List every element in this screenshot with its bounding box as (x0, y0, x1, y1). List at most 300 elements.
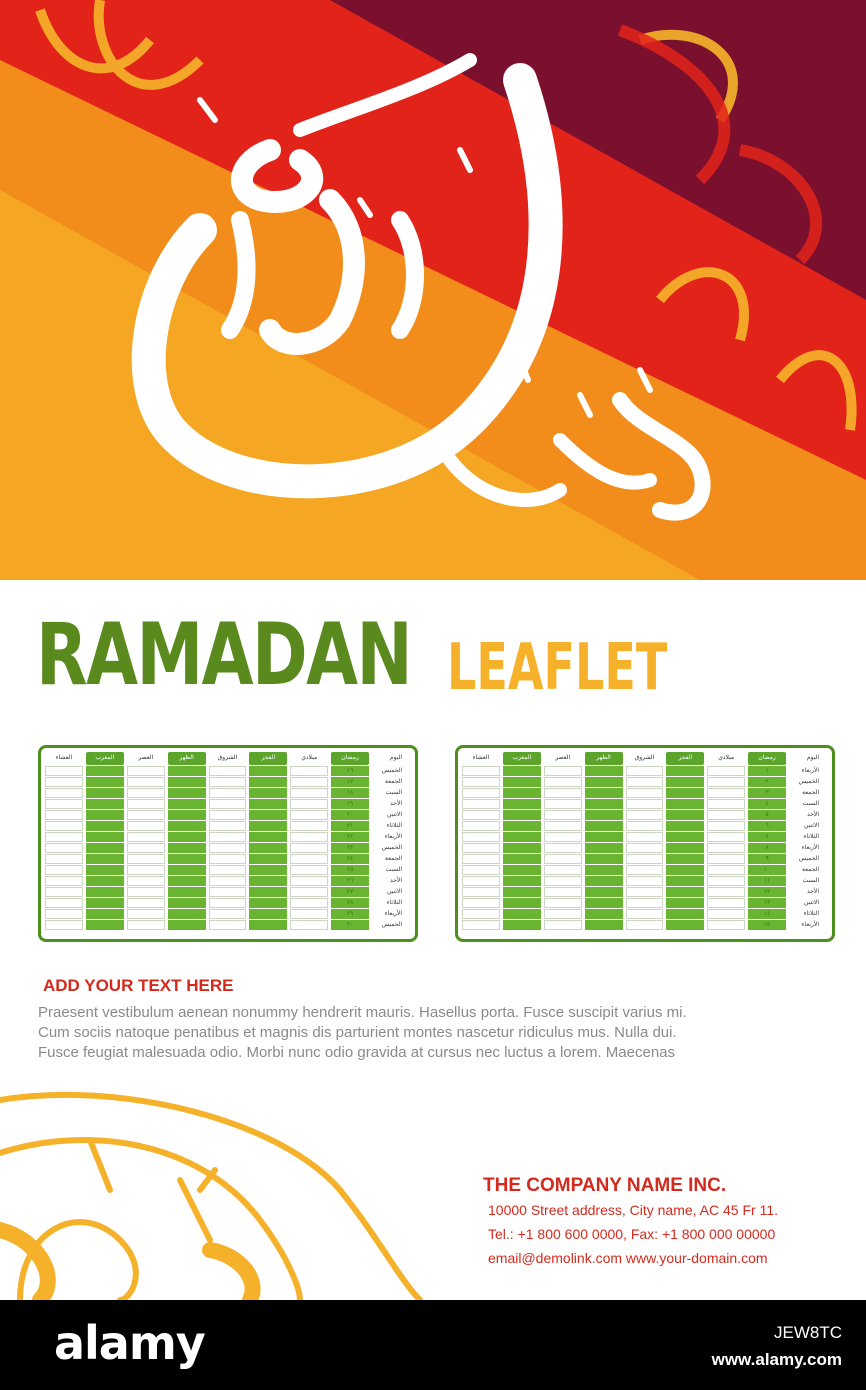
table-cell (86, 876, 124, 886)
table-cell (290, 920, 328, 930)
spacer (822, 788, 828, 798)
table-cell (290, 909, 328, 919)
day-cell: الخميس (798, 856, 819, 862)
table-cell (626, 887, 664, 897)
table-cell (249, 898, 287, 908)
column-header: العصر (138, 755, 154, 761)
table-cell (168, 865, 206, 875)
table-cell (585, 887, 623, 897)
table-cell: ١٢ (748, 887, 786, 897)
day-cell: الاثنين (387, 812, 402, 818)
table-cell (585, 898, 623, 908)
table-cell (209, 865, 247, 875)
spacer (822, 752, 828, 762)
table-cell (462, 920, 500, 930)
table-cell (626, 909, 664, 919)
table-cell (209, 920, 247, 930)
day-cell: السبت (385, 790, 402, 796)
table-cell (127, 854, 165, 864)
table-cell (86, 766, 124, 776)
table-cell (168, 898, 206, 908)
table-cell (290, 854, 328, 864)
table-cell (544, 799, 582, 809)
table-cell (544, 843, 582, 853)
table-cell (666, 854, 704, 864)
table-cell (290, 821, 328, 831)
table-cell (45, 920, 83, 930)
table-cell (707, 898, 745, 908)
table-cell (544, 810, 582, 820)
table-cell (45, 821, 83, 831)
table-cell (585, 909, 623, 919)
table-cell (626, 876, 664, 886)
table-cell (503, 887, 541, 897)
table-cell (290, 843, 328, 853)
banner-artwork (0, 0, 866, 580)
image-id: JEW8TC (774, 1323, 842, 1342)
sub-title: LEAFLET (447, 631, 668, 705)
table-cell (209, 876, 247, 886)
spacer (822, 821, 828, 831)
table-cell (86, 887, 124, 897)
table-cell: ١٧ (331, 777, 369, 787)
table-cell (707, 832, 745, 842)
day-cell: الاثنين (804, 900, 819, 906)
table-cell (666, 788, 704, 798)
spacer (405, 832, 411, 842)
table-cell (666, 821, 704, 831)
table-cell (544, 788, 582, 798)
table-cell (209, 810, 247, 820)
day-cell: الأربعاء (801, 845, 819, 851)
day-cell: الخميس (381, 845, 402, 851)
spacer (405, 887, 411, 897)
table-cell (290, 876, 328, 886)
table-cell: ١١ (748, 876, 786, 886)
table-cell (209, 898, 247, 908)
table-cell (666, 876, 704, 886)
table-cell (666, 810, 704, 820)
column-header: المغرب (86, 752, 124, 765)
spacer (405, 766, 411, 776)
table-cell (45, 909, 83, 919)
table-cell (45, 799, 83, 809)
table-cell (86, 777, 124, 787)
table-cell (544, 898, 582, 908)
table-cell (86, 854, 124, 864)
table-cell: ٢ (748, 777, 786, 787)
table-cell (544, 887, 582, 897)
table-cell (462, 843, 500, 853)
table-cell (209, 766, 247, 776)
table-cell: ٨ (748, 843, 786, 853)
table-cell (585, 810, 623, 820)
table-cell (626, 832, 664, 842)
table-cell (626, 843, 664, 853)
body-paragraph (38, 1003, 838, 1063)
spacer (822, 854, 828, 864)
table-cell (127, 843, 165, 853)
column-header: العشاء (472, 755, 490, 761)
table-cell (544, 766, 582, 776)
table-cell (503, 799, 541, 809)
table-cell (585, 799, 623, 809)
spacer (405, 799, 411, 809)
spacer (822, 777, 828, 787)
table-cell (707, 766, 745, 776)
table-cell (707, 865, 745, 875)
column-header: المغرب (503, 752, 541, 765)
spacer (822, 810, 828, 820)
day-cell: الأحد (807, 889, 819, 895)
day-cell: الثلاثاء (803, 834, 819, 840)
day-cell: الخميس (381, 922, 402, 928)
table-cell (209, 777, 247, 787)
column-header: ميلادي (301, 755, 318, 761)
table-cell (86, 821, 124, 831)
table-cell: ٢٦ (331, 876, 369, 886)
table-cell (127, 832, 165, 842)
day-cell: الأربعاء (801, 922, 819, 928)
body-line: Praesent vestibulum aenean nonummy hendrerit mauris. Hasellus porta. Fusce suscipit varius mi. (38, 1004, 687, 1021)
table-cell (45, 854, 83, 864)
timetable-grid (462, 752, 828, 930)
table-cell (290, 865, 328, 875)
table-cell (209, 909, 247, 919)
table-cell: ٢٥ (331, 865, 369, 875)
spacer (405, 843, 411, 853)
table-cell: ٢٤ (331, 854, 369, 864)
table-cell (544, 832, 582, 842)
table-cell (503, 865, 541, 875)
spacer (822, 898, 828, 908)
table-cell (168, 832, 206, 842)
spacer (822, 876, 828, 886)
table-cell: ١٩ (331, 799, 369, 809)
table-cell (209, 788, 247, 798)
table-cell (45, 766, 83, 776)
day-cell: الاثنين (387, 889, 402, 895)
table-cell (585, 832, 623, 842)
table-cell (127, 777, 165, 787)
table-cell (503, 788, 541, 798)
spacer (822, 865, 828, 875)
spacer (822, 887, 828, 897)
table-cell (45, 898, 83, 908)
table-cell (249, 766, 287, 776)
table-cell (45, 810, 83, 820)
table-cell: ١٤ (748, 909, 786, 919)
day-cell: الثلاثاء (386, 823, 402, 829)
table-cell (462, 766, 500, 776)
table-cell (707, 876, 745, 886)
column-header: الشروق (634, 755, 655, 761)
table-cell (462, 898, 500, 908)
table-cell (544, 854, 582, 864)
table-cell (707, 854, 745, 864)
table-cell (544, 865, 582, 875)
spacer (405, 920, 411, 930)
table-cell (666, 865, 704, 875)
table-cell (666, 832, 704, 842)
table-cell (249, 920, 287, 930)
table-cell (707, 887, 745, 897)
spacer (405, 876, 411, 886)
day-cell: الخميس (381, 768, 402, 774)
table-cell (462, 777, 500, 787)
table-cell (666, 766, 704, 776)
column-header: اليوم (806, 755, 819, 761)
table-cell: ٤ (748, 799, 786, 809)
table-cell (544, 909, 582, 919)
table-cell (127, 799, 165, 809)
table-cell (585, 821, 623, 831)
table-cell (86, 865, 124, 875)
table-cell (209, 887, 247, 897)
table-cell (168, 799, 206, 809)
column-header: رمضان (748, 752, 786, 765)
table-cell (707, 843, 745, 853)
table-cell (585, 876, 623, 886)
table-cell (168, 810, 206, 820)
table-cell: ١٦ (331, 766, 369, 776)
table-cell (127, 909, 165, 919)
table-cell (127, 810, 165, 820)
table-cell (168, 854, 206, 864)
timetable-grid (45, 752, 411, 930)
table-cell (626, 821, 664, 831)
day-cell: الأحد (390, 801, 402, 807)
table-cell: ٣٠ (331, 920, 369, 930)
day-cell: الاثنين (804, 823, 819, 829)
company-address: 10000 Street address, City name, AC 45 Fr 11. (488, 1202, 779, 1218)
table-cell (127, 920, 165, 930)
day-cell: السبت (385, 867, 402, 873)
table-cell (503, 909, 541, 919)
table-cell (666, 887, 704, 897)
table-cell (249, 821, 287, 831)
table-cell (707, 821, 745, 831)
column-header: ميلادي (718, 755, 735, 761)
spacer (405, 898, 411, 908)
table-cell (127, 898, 165, 908)
spacer (822, 799, 828, 809)
table-cell (290, 832, 328, 842)
main-title: RAMADAN (36, 605, 412, 705)
table-cell: ٥ (748, 810, 786, 820)
table-cell (585, 920, 623, 930)
day-cell: الأربعاء (384, 834, 402, 840)
column-header: الظهر (168, 752, 206, 765)
table-cell (626, 766, 664, 776)
table-cell (585, 777, 623, 787)
table-cell (249, 865, 287, 875)
spacer (405, 854, 411, 864)
day-cell: الأحد (807, 812, 819, 818)
spacer (822, 920, 828, 930)
table-cell (45, 865, 83, 875)
table-cell (290, 766, 328, 776)
table-cell (626, 898, 664, 908)
spacer (822, 909, 828, 919)
column-header: اليوم (389, 755, 402, 761)
day-cell: الأربعاء (384, 911, 402, 917)
table-cell (209, 799, 247, 809)
table-cell (249, 854, 287, 864)
table-cell (45, 832, 83, 842)
day-cell: الجمعة (802, 790, 819, 796)
table-cell (209, 854, 247, 864)
header-banner (0, 0, 866, 580)
table-cell (462, 876, 500, 886)
column-header: رمضان (331, 752, 369, 765)
table-cell (462, 887, 500, 897)
table-cell (462, 832, 500, 842)
table-cell (290, 777, 328, 787)
section-heading: ADD YOUR TEXT HERE (43, 976, 234, 995)
table-cell (462, 810, 500, 820)
day-cell: السبت (802, 801, 819, 807)
table-cell (666, 909, 704, 919)
day-cell: الجمعة (802, 867, 819, 873)
table-cell: ٢٨ (331, 898, 369, 908)
table-cell (168, 909, 206, 919)
table-cell (249, 777, 287, 787)
table-cell (544, 876, 582, 886)
table-cell (707, 810, 745, 820)
table-cell (503, 766, 541, 776)
table-cell: ٢٣ (331, 843, 369, 853)
table-cell (127, 766, 165, 776)
table-cell (86, 909, 124, 919)
table-cell (249, 788, 287, 798)
table-cell (626, 777, 664, 787)
company-name: THE COMPANY NAME INC. (483, 1175, 727, 1196)
spacer (822, 843, 828, 853)
table-cell (503, 821, 541, 831)
day-cell: الثلاثاء (803, 911, 819, 917)
column-header: الظهر (585, 752, 623, 765)
site-url[interactable]: www.alamy.com (711, 1350, 842, 1369)
table-cell (45, 887, 83, 897)
day-cell: الأحد (390, 878, 402, 884)
prayer-timetable-left (38, 745, 418, 942)
table-cell: ٢٩ (331, 909, 369, 919)
table-cell (209, 832, 247, 842)
table-cell (249, 832, 287, 842)
table-cell (707, 920, 745, 930)
table-cell (666, 777, 704, 787)
table-cell (462, 821, 500, 831)
table-cell (290, 887, 328, 897)
table-cell (127, 876, 165, 886)
column-header: الفجر (666, 752, 704, 765)
footer-bar (0, 1300, 866, 1390)
table-cell (503, 876, 541, 886)
column-header: الشروق (217, 755, 238, 761)
body-line: Fusce feugiat malesuada odio. Morbi nunc odio gravida at cursus nec luctus a lorem. Maecenas (38, 1044, 676, 1061)
table-cell (86, 920, 124, 930)
table-cell (127, 887, 165, 897)
spacer (822, 832, 828, 842)
table-cell: ٧ (748, 832, 786, 842)
table-cell (585, 865, 623, 875)
table-cell (168, 766, 206, 776)
table-cell: ١ (748, 766, 786, 776)
table-cell (462, 799, 500, 809)
table-cell (45, 777, 83, 787)
table-cell (209, 821, 247, 831)
table-cell (249, 843, 287, 853)
table-cell (290, 810, 328, 820)
day-cell: السبت (802, 878, 819, 884)
table-cell (86, 898, 124, 908)
table-cell: ٢٢ (331, 832, 369, 842)
company-web: email@demolink.com www.your-domain.com (488, 1250, 768, 1266)
table-cell (86, 799, 124, 809)
table-cell (585, 843, 623, 853)
table-cell (462, 865, 500, 875)
table-cell (127, 788, 165, 798)
spacer (405, 810, 411, 820)
table-cell (707, 909, 745, 919)
table-cell (86, 788, 124, 798)
table-cell (544, 821, 582, 831)
table-cell (626, 788, 664, 798)
table-cell (127, 865, 165, 875)
table-cell (626, 810, 664, 820)
table-cell (666, 843, 704, 853)
table-cell (503, 832, 541, 842)
table-cell (666, 799, 704, 809)
table-cell (707, 799, 745, 809)
prayer-timetable-right (455, 745, 835, 942)
column-header: العشاء (55, 755, 73, 761)
body-line: Cum sociis natoque penatibus et magnis dis parturient montes nascetur ridiculus mus. Nulla dui. (38, 1024, 677, 1041)
day-cell: الخميس (798, 779, 819, 785)
table-cell (209, 843, 247, 853)
spacer (822, 766, 828, 776)
table-cell: ١٥ (748, 920, 786, 930)
table-cell (462, 854, 500, 864)
spacer (405, 788, 411, 798)
table-cell (86, 810, 124, 820)
table-cell (249, 876, 287, 886)
table-cell (503, 777, 541, 787)
table-cell (666, 920, 704, 930)
table-cell (462, 909, 500, 919)
table-cell (249, 887, 287, 897)
table-cell (503, 810, 541, 820)
table-cell (168, 876, 206, 886)
table-cell: ١٠ (748, 865, 786, 875)
table-cell (503, 843, 541, 853)
table-cell (127, 821, 165, 831)
table-cell (544, 920, 582, 930)
brand-logo: alamy (54, 1316, 205, 1370)
table-cell (249, 909, 287, 919)
table-cell (249, 810, 287, 820)
table-cell (462, 788, 500, 798)
day-cell: الجمعة (385, 779, 402, 785)
table-cell: ١٨ (331, 788, 369, 798)
table-cell (626, 920, 664, 930)
table-cell (544, 777, 582, 787)
table-cell (503, 854, 541, 864)
table-cell (290, 799, 328, 809)
table-cell (45, 843, 83, 853)
spacer (405, 752, 411, 762)
